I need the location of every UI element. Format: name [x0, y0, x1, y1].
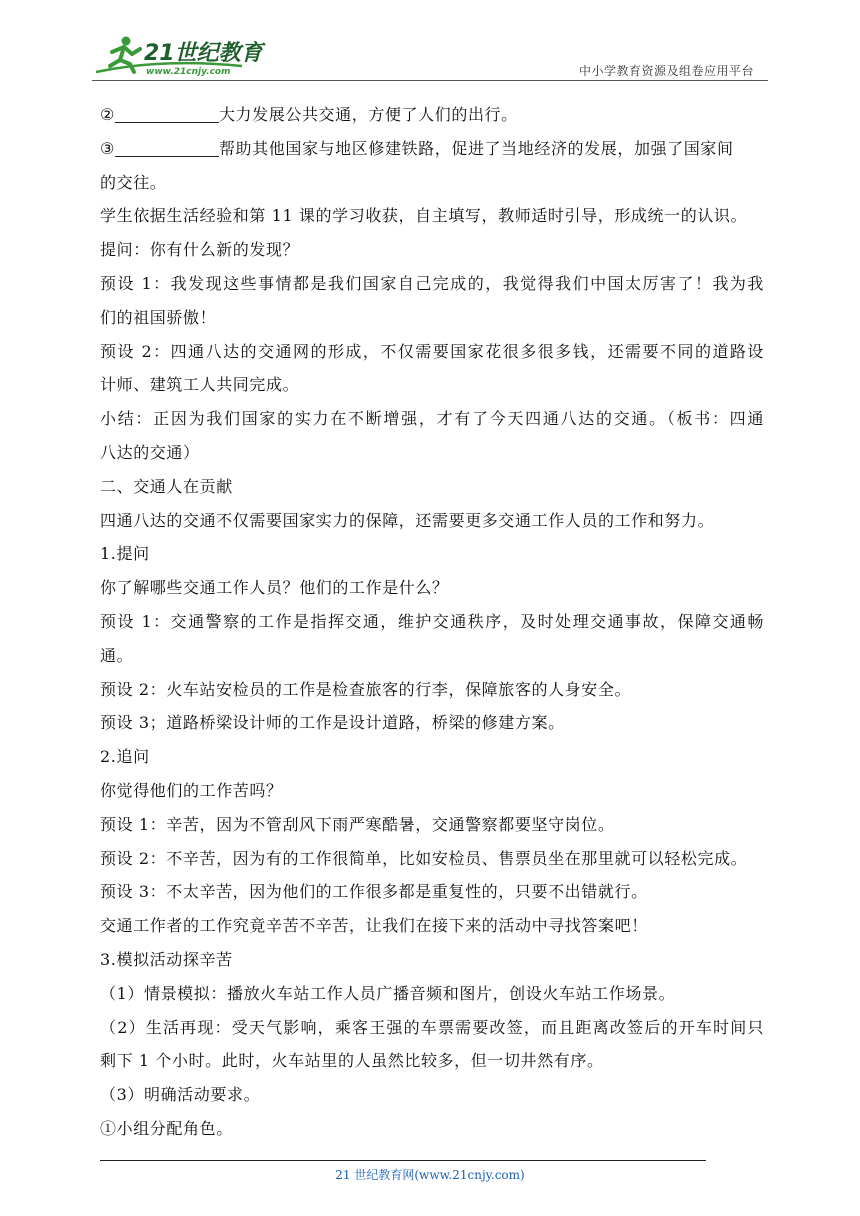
fill-in-blank[interactable] — [115, 140, 219, 157]
subsection-heading: 2.追问 — [100, 747, 150, 767]
logo-wordmark: 21世纪教育 — [144, 41, 263, 66]
platform-title: 中小学教育资源及组卷应用平台 — [578, 64, 754, 78]
paragraph-line: 提问：你有什么新的发现？ — [100, 240, 300, 260]
subsection-heading: 1.提问 — [100, 544, 150, 564]
paragraph-line: 计师、建筑工人共同完成。 — [100, 375, 300, 395]
paragraph-line: ①小组分配角色。 — [100, 1118, 233, 1138]
logo-url: www.21cnjy.com — [146, 67, 231, 77]
paragraph-line: 通。 — [100, 645, 134, 665]
header-divider — [92, 80, 768, 81]
paragraph-line: 预设 2：火车站安检员的工作是检查旅客的行李，保障旅客的人身安全。 — [100, 679, 632, 699]
paragraph-line: 剩下 1 个小时。此时，火车站里的人虽然比较多，但一切井然有序。 — [100, 1051, 604, 1071]
paragraph-line: 们的祖国骄傲！ — [100, 307, 217, 327]
line-prefix: ③ — [100, 138, 115, 158]
paragraph-line: 小结：正因为我们国家的实力在不断增强，才有了今天四通八达的交通。（板书：四通 — [100, 409, 764, 429]
footer-divider — [100, 1160, 706, 1161]
paragraph-line: 预设 2：不辛苦，因为有的工作很简单，比如安检员、售票员坐在那里就可以轻松完成。 — [100, 848, 748, 868]
section-heading: 二、交通人在贡献 — [100, 476, 233, 496]
paragraph-line: 的交往。 — [100, 172, 167, 192]
paragraph-line: 预设 3；道路桥梁设计师的工作是设计道路，桥梁的修建方案。 — [100, 713, 565, 733]
paragraph-line — [100, 132, 764, 166]
footer-link[interactable]: 21 世纪教育网(www.21cnjy.com) — [335, 1168, 525, 1182]
paragraph-line: 学生依据生活经验和第 11 课的学习收获，自主填写，教师适时引导，形成统一的认识。 — [100, 206, 748, 226]
paragraph-line: 八达的交通） — [100, 442, 200, 462]
paragraph-line: （3）明确活动要求。 — [100, 1085, 261, 1105]
paragraph-line: 预设 3：不太辛苦，因为他们的工作很多都是重复性的，只要不出错就行。 — [100, 882, 648, 902]
paragraph-line: （2）生活再现：受天气影响，乘客王强的车票需要改签，而且距离改签后的开车时间只 — [100, 1017, 764, 1037]
paragraph-line: （1）情景模拟：播放火车站工作人员广播音频和图片，创设火车站工作场景。 — [100, 983, 676, 1003]
paragraph-line: 你了解哪些交通工作人员？他们的工作是什么？ — [100, 578, 449, 598]
runner-logo-icon — [92, 32, 282, 78]
line-text: 大力发展公共交通，方便了人们的出行。 — [218, 105, 518, 124]
fill-in-blank[interactable] — [115, 106, 219, 123]
paragraph-line: 交通工作者的工作究竟辛苦不辛苦，让我们在接下来的活动中寻找答案吧！ — [100, 916, 648, 936]
paragraph-line: 预设 2：四通八达的交通网的形成，不仅需要国家花很多很多钱，还需要不同的道路设 — [100, 341, 764, 361]
page-header — [92, 32, 768, 82]
paragraph-line: 预设 1：辛苦，因为不管刮风下雨严寒酷暑，交通警察都要坚守岗位。 — [100, 814, 615, 834]
subsection-heading: 3.模拟活动探辛苦 — [100, 949, 233, 969]
paragraph-line: 四通八达的交通不仅需要国家实力的保障，还需要更多交通工作人员的工作和努力。 — [100, 510, 715, 530]
paragraph-line — [100, 98, 764, 132]
paragraph-line: 预设 1：交通警察的工作是指挥交通，维护交通秩序，及时处理交通事故，保障交通畅 — [100, 611, 764, 631]
line-prefix: ② — [100, 105, 115, 124]
line-text: 帮助其他国家与地区修建铁路，促进了当地经济的发展，加强了国家间 — [218, 138, 734, 158]
document-body — [100, 98, 764, 1146]
paragraph-line: 预设 1：我发现这些事情都是我们国家自己完成的，我觉得我们中国太厉害了！我为我 — [100, 273, 764, 293]
site-logo[interactable] — [92, 32, 282, 78]
paragraph-line: 你觉得他们的工作苦吗？ — [100, 780, 283, 800]
